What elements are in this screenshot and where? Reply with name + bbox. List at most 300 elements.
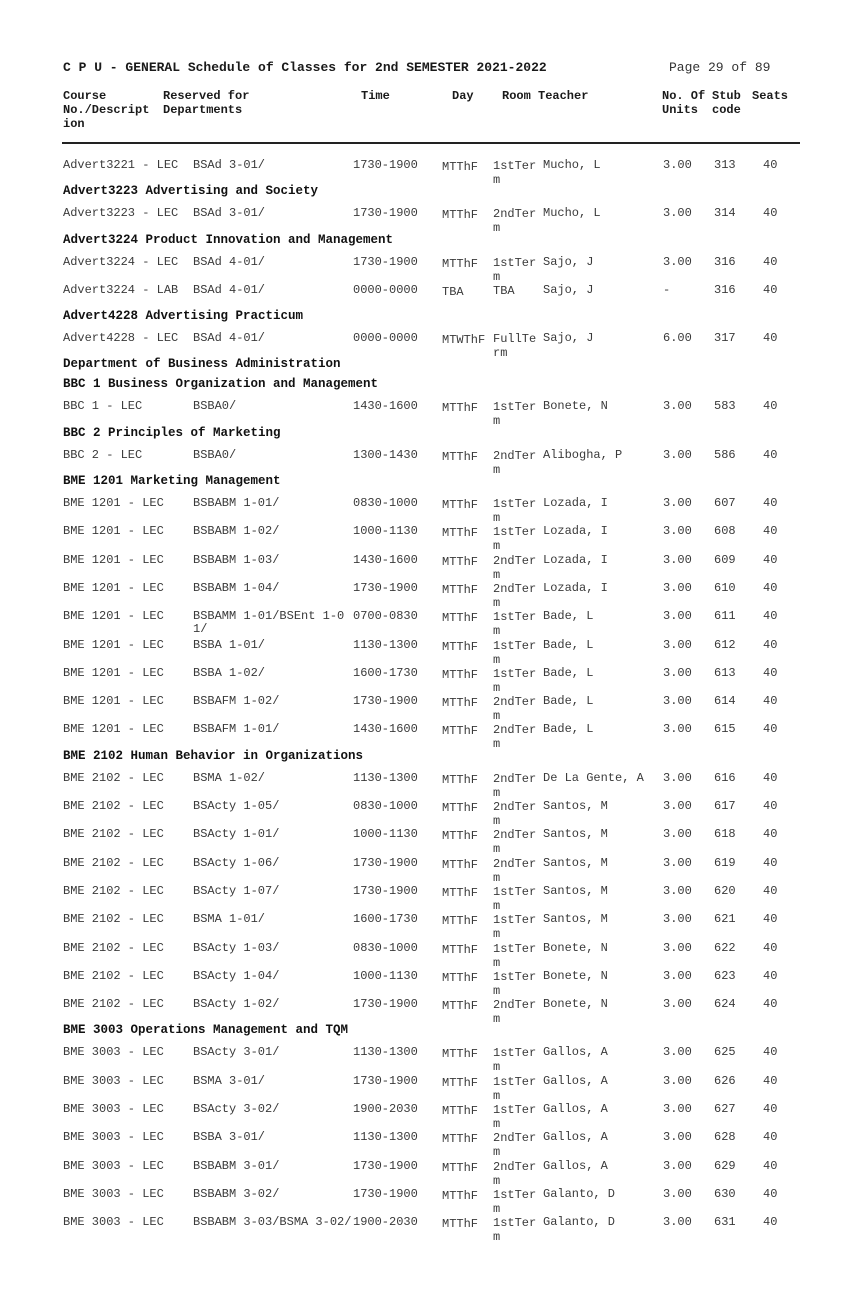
course-section-heading [0,371,850,391]
cell-stub-code: 627 [714,1102,736,1117]
column-header-day: Day [452,89,474,103]
table-row [0,545,850,582]
cell-seats: 40 [763,524,778,539]
section-title: BBC 1 Business Organization and Management [63,377,379,392]
cell-seats: 40 [763,282,778,297]
table-row [0,198,850,236]
cell-course-no: BME 2102 - LEC [63,827,164,842]
cell-stub-code: 615 [714,722,736,737]
cell-day: MTThF [442,696,479,711]
cell-room: 2ndTerm [493,828,537,857]
cell-course-no: BBC 1 - LEC [63,399,143,414]
cell-reserved-for: BSBABM 3-01/ [193,1158,280,1173]
cell-course-no: BME 1201 - LEC [63,496,164,511]
cell-room: TBA [493,283,515,298]
cell-day: MTThF [442,256,479,271]
cell-course-no: BME 2102 - LEC [63,799,164,814]
cell-course-no: BME 3003 - LEC [63,1073,164,1088]
cell-stub-code: 618 [714,827,736,842]
cell-room: 2ndTerm [493,581,537,610]
cell-room: 2ndTerm [493,553,537,582]
cell-units: - [663,282,671,297]
cell-room: 1stTerm [493,884,537,913]
cell-units: 3.00 [663,609,692,624]
cell-seats: 40 [763,1102,778,1117]
cell-course-no: BME 3003 - LEC [63,1158,164,1173]
cell-room: 1stTerm [493,638,537,667]
cell-teacher: Lozada, I [543,552,608,567]
cell-seats: 40 [763,1158,778,1173]
cell-teacher: Sajo, J [543,282,594,297]
cell-room: 2ndTerm [493,856,537,885]
cell-time: 1730-1900 [353,254,418,269]
cell-stub-code: 610 [714,580,736,595]
cell-room: 2ndTerm [493,998,537,1027]
cell-reserved-for: BSActy 1-01/ [193,827,280,842]
cell-units: 3.00 [663,1158,692,1173]
cell-day: MTThF [442,208,479,223]
cell-units: 3.00 [663,1073,692,1088]
cell-seats: 40 [763,399,778,414]
cell-course-no: BME 1201 - LEC [63,580,164,595]
cell-units: 3.00 [663,1045,692,1060]
cell-reserved-for: BSBA 1-01/ [193,637,266,652]
table-row [0,1179,850,1216]
cell-seats: 40 [763,883,778,898]
cell-seats: 40 [763,855,778,870]
table-row [0,488,850,526]
table-row [0,989,850,1027]
cell-course-no: Advert3224 - LAB [63,282,179,297]
cell-teacher: Bonete, N [543,940,608,955]
cell-teacher: Bade, L [543,665,594,680]
table-row [0,961,850,998]
cell-day: MTThF [442,1047,479,1062]
cell-teacher: Santos, M [543,883,608,898]
cell-time: 1730-1900 [353,158,418,172]
cell-course-no: BME 1201 - LEC [63,552,164,567]
cell-units: 3.00 [663,447,692,462]
cell-reserved-for: BSMA 3-01/ [193,1073,266,1088]
cell-stub-code: 629 [714,1158,736,1173]
cell-day: MTThF [442,772,479,787]
cell-time: 1430-1600 [353,722,418,737]
cell-reserved-for: BSActy 1-04/ [193,968,280,983]
table-row [0,658,850,695]
table-row [0,763,850,800]
cell-seats: 40 [763,770,778,785]
cell-room: 1stTerm [493,666,537,695]
schedule-table [0,150,850,1245]
cell-seats: 40 [763,799,778,814]
cell-time: 1600-1730 [353,665,418,680]
cell-seats: 40 [763,447,778,462]
table-row [0,686,850,724]
cell-time: 1300-1430 [353,447,418,462]
cell-stub-code: 631 [714,1215,736,1230]
cell-stub-code: 620 [714,883,736,898]
cell-seats: 40 [763,997,778,1012]
cell-units: 3.00 [663,637,692,652]
cell-time: 0830-1000 [353,940,418,955]
cell-units: 3.00 [663,552,692,567]
cell-reserved-for: BSBABM 1-03/ [193,552,280,567]
cell-time: 1430-1600 [353,399,418,414]
cell-day: MTThF [442,667,479,682]
cell-reserved-for: BSBABM 1-02/ [193,524,280,539]
cell-units: 3.00 [663,665,692,680]
cell-course-no: BBC 2 - LEC [63,447,143,462]
cell-stub-code: 313 [714,158,736,172]
cell-units: 3.00 [663,254,692,269]
table-row [0,516,850,554]
cell-reserved-for: BSBAFM 1-02/ [193,694,280,709]
cell-seats: 40 [763,912,778,927]
cell-reserved-for: BSActy 1-02/ [193,997,280,1012]
cell-time: 1430-1600 [353,552,418,567]
cell-reserved-for: BSActy 3-01/ [193,1045,280,1060]
cell-stub-code: 617 [714,799,736,814]
cell-day: MTThF [442,498,479,513]
section-title: BME 3003 Operations Management and TQM [63,1023,349,1038]
section-title: BME 2102 Human Behavior in Organizations [63,748,364,763]
cell-reserved-for: BSBABM 1-04/ [193,580,280,595]
cell-time: 1130-1300 [353,770,418,785]
cell-day: MTThF [442,999,479,1014]
cell-seats: 40 [763,637,778,652]
cell-time: 1730-1900 [353,1073,418,1088]
cell-course-no: BME 2102 - LEC [63,912,164,927]
cell-units: 3.00 [663,524,692,539]
cell-units: 3.00 [663,496,692,511]
cell-room: FullTerm [493,332,537,361]
cell-room: 1stTerm [493,941,537,970]
cell-teacher: Bonete, N [543,968,608,983]
cell-course-no: Advert3221 - LEC [63,158,179,172]
cell-teacher: De La Gente, A [543,770,644,785]
column-header-time: Time [361,89,390,103]
cell-teacher: Mucho, L [543,206,601,221]
cell-units: 3.00 [663,722,692,737]
cell-stub-code: 583 [714,399,736,414]
cell-room: 2ndTerm [493,695,537,724]
cell-course-no: BME 1201 - LEC [63,524,164,539]
cell-units: 3.00 [663,883,692,898]
cell-room: 1stTerm [493,159,537,187]
cell-reserved-for: BSBABM 3-02/ [193,1186,280,1201]
cell-seats: 40 [763,827,778,842]
cell-room: 2ndTerm [493,448,537,477]
cell-day: MTThF [442,829,479,844]
cell-day: MTThF [442,801,479,816]
column-header-course: Course No./Descript ion [63,89,150,131]
cell-room: 1stTerm [493,969,537,998]
table-row [0,601,850,639]
cell-stub-code: 628 [714,1130,736,1145]
cell-day: MTThF [442,526,479,541]
cell-units: 3.00 [663,799,692,814]
cell-time: 0700-0830 [353,609,418,624]
page-number: Page 29 of 89 [669,60,771,75]
cell-time: 1730-1900 [353,855,418,870]
cell-teacher: Bonete, N [543,997,608,1012]
cell-stub-code: 608 [714,524,736,539]
cell-seats: 40 [763,552,778,567]
cell-time: 1000-1130 [353,968,418,983]
cell-course-no: Advert3224 - LEC [63,254,179,269]
cell-time: 1130-1300 [353,1130,418,1145]
cell-seats: 40 [763,1186,778,1201]
table-row [0,440,850,477]
table-row [0,714,850,752]
cell-seats: 40 [763,206,778,221]
cell-reserved-for: BSActy 1-03/ [193,940,280,955]
cell-time: 1130-1300 [353,1045,418,1060]
cell-stub-code: 613 [714,665,736,680]
cell-teacher: Santos, M [543,799,608,814]
cell-teacher: Santos, M [543,855,608,870]
cell-day: MTThF [442,1132,479,1147]
cell-stub-code: 314 [714,206,736,221]
cell-time: 0830-1000 [353,496,418,511]
cell-units: 3.00 [663,940,692,955]
header-divider [62,142,800,144]
section-title: Advert3224 Product Innovation and Management [63,232,394,247]
table-row [0,791,850,829]
cell-teacher: Santos, M [543,912,608,927]
cell-units: 3.00 [663,1186,692,1201]
cell-stub-code: 624 [714,997,736,1012]
cell-room: 1stTerm [493,1046,537,1075]
cell-course-no: BME 2102 - LEC [63,770,164,785]
cell-time: 0000-0000 [353,331,418,346]
cell-course-no: BME 2102 - LEC [63,997,164,1012]
cell-seats: 40 [763,254,778,269]
cell-stub-code: 616 [714,770,736,785]
cell-course-no: BME 3003 - LEC [63,1045,164,1060]
column-header-units: No. Of Units [662,89,706,117]
cell-teacher: Sajo, J [543,331,594,346]
cell-seats: 40 [763,968,778,983]
cell-units: 3.00 [663,997,692,1012]
cell-time: 1900-2030 [353,1215,418,1230]
table-row [0,848,850,885]
cell-course-no: BME 1201 - LEC [63,665,164,680]
table-row [0,573,850,610]
cell-stub-code: 619 [714,855,736,870]
cell-units: 3.00 [663,206,692,221]
cell-seats: 40 [763,1073,778,1088]
cell-time: 1730-1900 [353,1158,418,1173]
cell-time: 1000-1130 [353,524,418,539]
cell-stub-code: 611 [714,609,736,624]
cell-room: 1stTerm [493,255,537,284]
cell-course-no: BME 1201 - LEC [63,694,164,709]
column-header-seats: Seats [752,89,789,103]
cell-day: MTThF [442,554,479,569]
cell-stub-code: 625 [714,1045,736,1060]
table-row [0,933,850,970]
table-row [0,391,850,429]
cell-teacher: Gallos, A [543,1102,608,1117]
cell-reserved-for: BSAd 4-01/ [193,282,266,297]
cell-teacher: Lozada, I [543,524,608,539]
table-row [0,1094,850,1132]
cell-day: MTThF [442,611,479,626]
cell-teacher: Lozada, I [543,496,608,511]
cell-time: 1900-2030 [353,1102,418,1117]
cell-teacher: Gallos, A [543,1045,608,1060]
cell-reserved-for: BSActy 1-06/ [193,855,280,870]
cell-teacher: Gallos, A [543,1073,608,1088]
cell-course-no: BME 3003 - LEC [63,1102,164,1117]
cell-course-no: BME 2102 - LEC [63,968,164,983]
cell-stub-code: 607 [714,496,736,511]
cell-stub-code: 622 [714,940,736,955]
cell-seats: 40 [763,722,778,737]
cell-teacher: Bonete, N [543,399,608,414]
column-header-room-teacher: Room Teacher [502,89,589,103]
course-section-heading [0,303,850,323]
cell-room: 2ndTerm [493,1159,537,1188]
cell-reserved-for: BSBABM 1-01/ [193,496,280,511]
cell-course-no: BME 3003 - LEC [63,1186,164,1201]
cell-day: MTThF [442,1104,479,1119]
cell-units: 3.00 [663,827,692,842]
cell-stub-code: 630 [714,1186,736,1201]
cell-course-no: BME 1201 - LEC [63,722,164,737]
table-row [0,876,850,913]
cell-seats: 40 [763,694,778,709]
cell-units: 3.00 [663,399,692,414]
cell-stub-code: 609 [714,552,736,567]
cell-seats: 40 [763,1130,778,1145]
cell-room: 1stTerm [493,1074,537,1103]
cell-reserved-for: BSMA 1-01/ [193,912,266,927]
cell-seats: 40 [763,609,778,624]
cell-time: 1730-1900 [353,580,418,595]
section-title: BME 1201 Marketing Management [63,474,281,489]
cell-units: 3.00 [663,855,692,870]
cell-room: 1stTerm [493,610,537,639]
cell-day: MTThF [442,885,479,900]
cell-reserved-for: BSAd 4-01/ [193,331,266,346]
cell-teacher: Gallos, A [543,1158,608,1173]
cell-room: 1stTerm [493,525,537,554]
cell-room: 1stTerm [493,497,537,526]
cell-room: 1stTerm [493,1216,537,1245]
cell-seats: 40 [763,158,778,172]
cell-teacher: Bade, L [543,722,594,737]
page-title: C P U - GENERAL Schedule of Classes for 2nd SEMESTER 2021-2022 [63,60,547,75]
cell-stub-code: 614 [714,694,736,709]
cell-time: 1730-1900 [353,883,418,898]
cell-units: 3.00 [663,770,692,785]
cell-day: MTThF [442,942,479,957]
cell-stub-code: 316 [714,282,736,297]
cell-course-no: BME 1201 - LEC [63,637,164,652]
cell-day: MTThF [442,639,479,654]
cell-day: MTThF [442,724,479,739]
course-section-heading [0,420,850,440]
cell-room: 1stTerm [493,1103,537,1132]
cell-reserved-for: BSActy 1-05/ [193,799,280,814]
cell-reserved-for: BSMA 1-02/ [193,770,266,785]
table-row [0,247,850,284]
cell-teacher: Lozada, I [543,580,608,595]
cell-units: 3.00 [663,694,692,709]
cell-course-no: BME 2102 - LEC [63,855,164,870]
cell-units: 6.00 [663,331,692,346]
table-row [0,904,850,942]
cell-time: 1600-1730 [353,912,418,927]
cell-teacher: Bade, L [543,637,594,652]
table-row [0,1037,850,1075]
cell-stub-code: 316 [714,254,736,269]
cell-day: MTThF [442,401,479,416]
cell-seats: 40 [763,331,778,346]
cell-reserved-for: BSBAMM 1-01/BSEnt 1-01/ [193,609,345,637]
cell-units: 3.00 [663,1130,692,1145]
cell-room: 2ndTerm [493,207,537,236]
cell-time: 1730-1900 [353,1186,418,1201]
column-header-reserved: Reserved for Departments [163,89,250,117]
cell-room: 1stTerm [493,400,537,429]
cell-stub-code: 626 [714,1073,736,1088]
table-row [0,1151,850,1188]
cell-reserved-for: BSBA 1-02/ [193,665,266,680]
cell-course-no: BME 2102 - LEC [63,940,164,955]
table-row [0,150,850,187]
cell-reserved-for: BSAd 3-01/ [193,206,266,221]
cell-room: 2ndTerm [493,800,537,829]
cell-time: 1730-1900 [353,997,418,1012]
cell-stub-code: 612 [714,637,736,652]
cell-day: MTThF [442,970,479,985]
cell-time: 1730-1900 [353,206,418,221]
cell-units: 3.00 [663,968,692,983]
column-header-stub: Stub code [712,89,741,117]
cell-day: MTThF [442,582,479,597]
cell-day: MTThF [442,914,479,929]
cell-day: MTThF [442,449,479,464]
cell-time: 1130-1300 [353,637,418,652]
cell-time: 0000-0000 [353,282,418,297]
cell-day: MTThF [442,857,479,872]
table-row [0,1066,850,1103]
cell-reserved-for: BSBA0/ [193,399,237,414]
cell-seats: 40 [763,1215,778,1230]
cell-teacher: Galanto, D [543,1215,616,1230]
cell-seats: 40 [763,940,778,955]
cell-teacher: Santos, M [543,827,608,842]
cell-units: 3.00 [663,1215,692,1230]
cell-units: 3.00 [663,158,692,172]
cell-day: MTThF [442,1160,479,1175]
cell-reserved-for: BSAd 3-01/ [193,158,266,172]
cell-reserved-for: BSAd 4-01/ [193,254,266,269]
cell-teacher: Gallos, A [543,1130,608,1145]
cell-seats: 40 [763,665,778,680]
cell-room: 2ndTerm [493,723,537,752]
course-section-heading [0,351,850,371]
cell-stub-code: 586 [714,447,736,462]
section-title: Advert4228 Advertising Practicum [63,309,304,324]
section-title: BBC 2 Principles of Marketing [63,425,281,440]
cell-units: 3.00 [663,580,692,595]
cell-course-no: Advert3223 - LEC [63,206,179,221]
cell-seats: 40 [763,580,778,595]
